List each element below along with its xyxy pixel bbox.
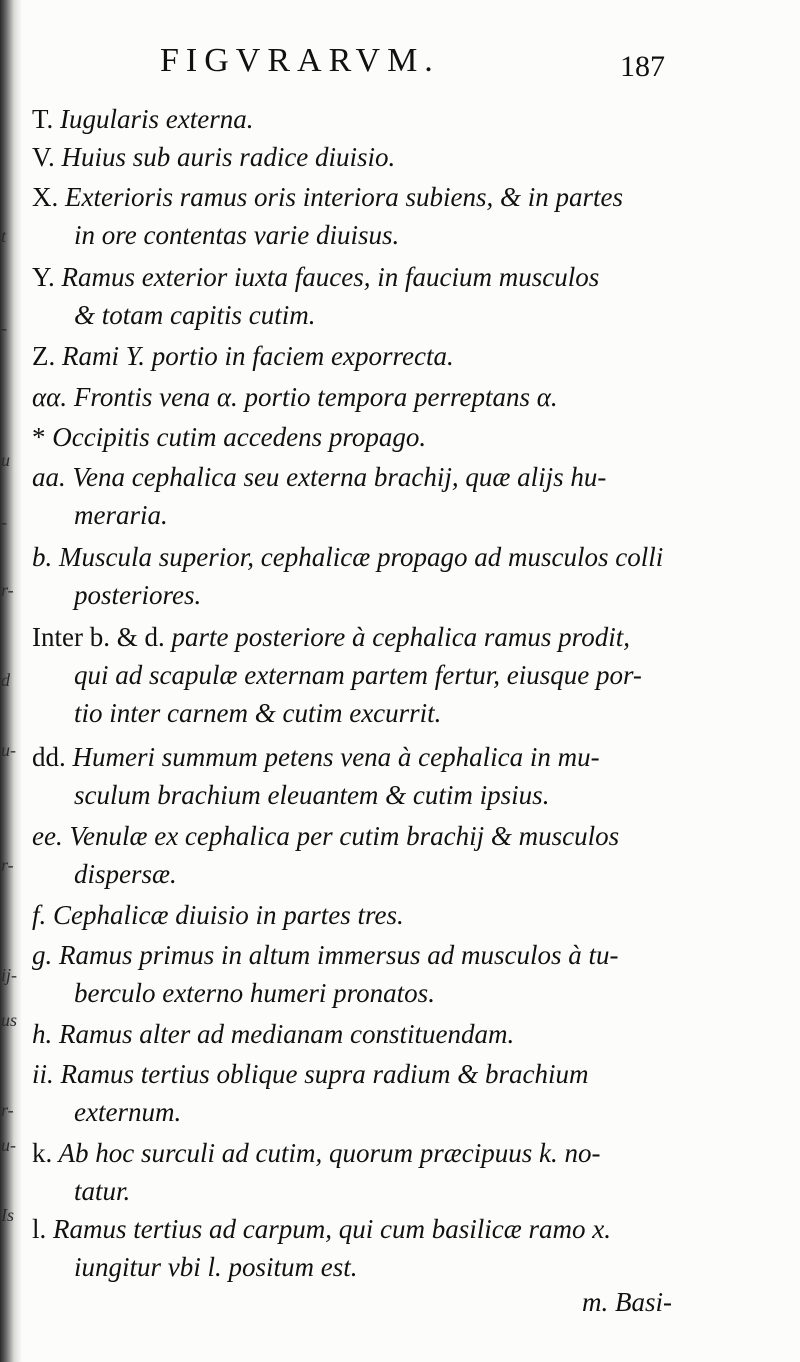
entry-text: Cephalicæ diuisio in partes tres. [53, 900, 404, 930]
entry-continuation: iungitur vbi l. positum est. [74, 1252, 358, 1282]
legend-entry-aa [32, 458, 692, 534]
bleed-letter: - [1, 512, 7, 532]
legend-entry-alpha [32, 378, 692, 416]
entry-key: ii. [32, 1059, 54, 1089]
bleed-letter: us [1, 1010, 18, 1030]
entry-key: αα. [32, 382, 68, 412]
entry-text: Exterioris ramus oris interiora subiens, & in partes [65, 182, 624, 212]
entry-key: Z. [32, 341, 56, 371]
legend-entry-asterisk [32, 418, 692, 456]
entry-key: T. [32, 104, 54, 134]
entry-text: Venulæ ex cephalica per cutim brachij & musculos [69, 821, 620, 851]
bleed-letter: - [1, 318, 7, 338]
entry-text: Iugularis externa. [60, 104, 254, 134]
entry-key: aa. [32, 462, 66, 492]
entry-text: Ramus alter ad medianam constituendam. [59, 1019, 515, 1049]
legend-entry-T [32, 100, 692, 138]
legend-entry-ee [32, 817, 692, 893]
facing-page-bleed [1, 220, 21, 1320]
bleed-letter: Is [1, 1205, 14, 1225]
entry-text: Ramus primus in altum immersus ad musculos à tu- [59, 940, 619, 970]
entry-key: * [32, 422, 46, 452]
bleed-letter: d [1, 670, 10, 690]
bleed-letter: r- [1, 580, 14, 600]
entry-continuation: sculum brachium eleuantem & cutim ipsius. [74, 780, 550, 810]
entry-text: Rami Y. portio in faciem exporrecta. [62, 341, 454, 371]
entry-text: Ramus tertius ad carpum, qui cum basilicæ ramo x. [53, 1214, 611, 1244]
entry-continuation: & totam capitis cutim. [74, 300, 316, 330]
entry-continuation: externum. [74, 1097, 182, 1127]
entry-key: k. [32, 1138, 53, 1168]
entry-text: Vena cephalica seu externa brachij, quæ alijs hu- [72, 462, 607, 492]
entry-text: Ramus tertius oblique supra radium & brachium [60, 1059, 589, 1089]
page-number: 187 [620, 50, 665, 83]
bleed-letter: ij- [1, 965, 17, 985]
entry-text: Huius sub auris radice diuisio. [61, 142, 396, 172]
entry-key: V. [32, 142, 55, 172]
entry-key: l. [32, 1214, 47, 1244]
entry-text: Ramus exterior iuxta fauces, in faucium musculos [61, 262, 600, 292]
legend-entry-V [32, 138, 692, 176]
legend-entry-Z [32, 337, 692, 375]
bleed-letter: u [1, 450, 10, 470]
entry-key: Inter b. & d. [32, 622, 165, 652]
entry-key: h. [32, 1019, 53, 1049]
legend-entry-f [32, 896, 692, 934]
entry-text: Muscula superior, cephalicæ propago ad musculos colli [59, 542, 664, 572]
entry-key: ee. [32, 821, 63, 851]
entry-continuation: posteriores. [74, 580, 202, 610]
entry-key: dd. [32, 742, 66, 772]
legend-entry-k [32, 1134, 692, 1210]
entry-continuation: in ore contentas varie diuisus. [74, 220, 400, 250]
legend-entry-g [32, 936, 692, 1012]
entry-key: f. [32, 900, 47, 930]
legend-entry-l [32, 1210, 692, 1286]
entry-continuation: berculo externo humeri pronatos. [74, 978, 435, 1008]
entry-continuation: tio inter carnem & cutim excurrit. [74, 698, 442, 728]
entry-continuation: dispersæ. [74, 859, 177, 889]
bleed-letter: r- [1, 855, 14, 875]
entry-text: Ab hoc surculi ad cutim, quorum præcipuus k. no- [58, 1138, 601, 1168]
entry-text: parte posteriore à cephalica ramus prodit, [171, 622, 630, 652]
legend-entry-X [32, 178, 692, 254]
entry-text: Occipitis cutim accedens propago. [52, 422, 427, 452]
legend-entry-b [32, 538, 692, 614]
entry-key: Y. [32, 262, 55, 292]
catchword: m. Basi- [582, 1287, 672, 1317]
entry-key: X. [32, 182, 59, 212]
legend-entry-ii [32, 1055, 692, 1131]
running-head: FIGVRARVM. [160, 42, 440, 79]
bleed-letter: u- [1, 740, 16, 760]
legend-entry-inter-b-d [32, 618, 692, 732]
legend-entry-Y [32, 258, 692, 334]
entry-key: b. [32, 542, 53, 572]
entry-continuation: tatur. [74, 1176, 131, 1206]
entry-continuation: meraria. [74, 500, 168, 530]
legend-entry-h [32, 1015, 692, 1053]
entry-continuation: qui ad scapulæ externam partem fertur, eiusque por- [74, 660, 642, 690]
entry-text: Frontis vena α. portio tempora perreptans α. [73, 382, 558, 412]
entry-key: g. [32, 940, 53, 970]
legend-entry-dd [32, 738, 692, 814]
bleed-letter: u- [1, 1135, 16, 1155]
bleed-letter: t [1, 226, 7, 246]
bleed-letter: r- [1, 1100, 14, 1120]
entry-text: Humeri summum petens vena à cephalica in mu- [72, 742, 600, 772]
